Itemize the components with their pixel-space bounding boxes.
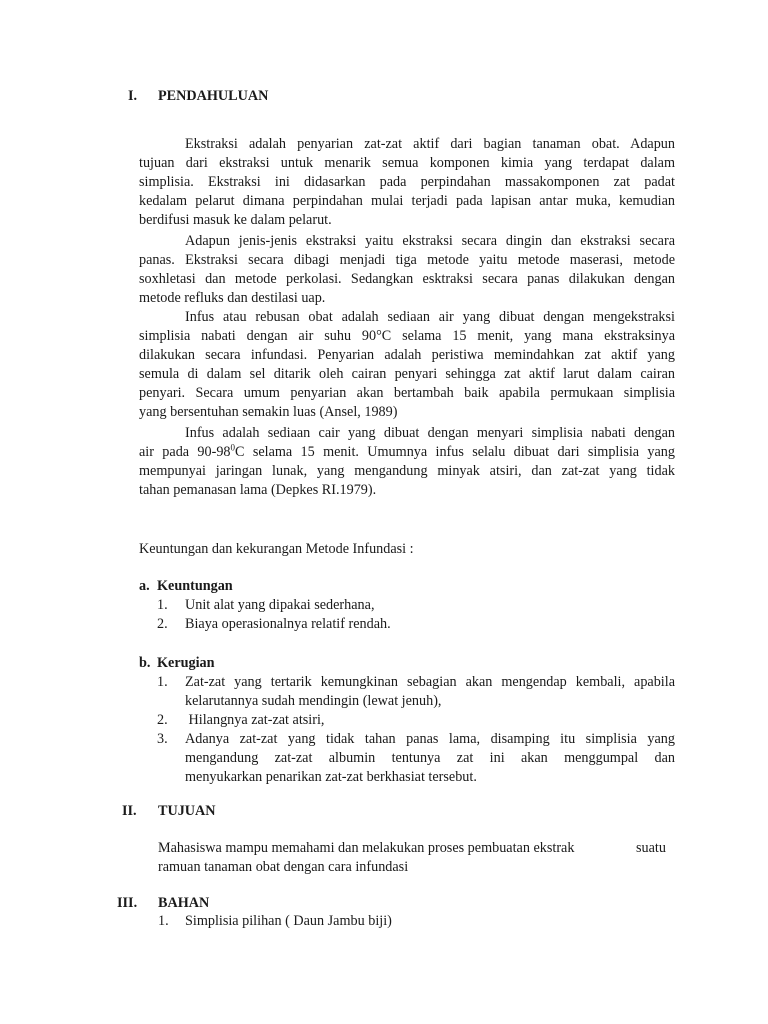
- intro-p4-line-3: mempunyai jaringan lunak, yang mengandung minyak atsiri, dan zat-zat yang tidak: [139, 463, 675, 479]
- intro-p3-line-6: yang bersentuhan semakin luas (Ansel, 1989): [139, 404, 398, 420]
- tujuan-line-2: ramuan tanaman obat dengan cara infundasi: [158, 859, 409, 875]
- bahan-item-1-text: Simplisia pilihan ( Daun Jambu biji): [185, 913, 392, 929]
- disadvantage-item-1-number: 1.: [157, 674, 168, 690]
- intro-p2-line-1: Adapun jenis-jenis ekstraksi yaitu ekstraksi secara dingin dan ekstraksi secara: [185, 233, 675, 249]
- intro-p2-line-2: panas. Ekstraksi secara dibagi menjadi tiga metode yaitu metode maserasi, metode: [139, 252, 675, 268]
- disadvantage-item-3-line-1: Adanya zat-zat yang tidak tahan panas lama, disamping itu simplisia yang: [185, 731, 675, 747]
- disadvantage-item-2-number: 2.: [157, 712, 168, 728]
- intro-p4-line-4: tahan pemanasan lama (Depkes RI.1979).: [139, 482, 377, 498]
- tujuan-line-1: Mahasiswa mampu memahami dan melakukan proses pembuatan ekstrak: [158, 840, 575, 856]
- disadvantages-marker: b.: [139, 655, 151, 671]
- intro-p2-line-3: soxhletasi dan metode perkolasi. Sedangkan esktraksi secara panas dilakukan dengan: [139, 271, 675, 287]
- advantage-item-2-text: Biaya operasionalnya relatif rendah.: [185, 616, 391, 632]
- advantage-item-1-text: Unit alat yang dipakai sederhana,: [185, 597, 375, 613]
- intro-p3-line-2: simplisia nabati dengan air suhu 90°C selama 15 menit, yang mana ekstraksinya: [139, 328, 675, 344]
- degree-superscript: 0: [230, 442, 236, 453]
- disadvantage-item-3-number: 3.: [157, 731, 168, 747]
- intro-p4-line-2: [139, 443, 675, 462]
- intro-p3-line-5: penyari. Secara umum penyarian akan bertambah baik apabila permukaan simplisia: [139, 385, 675, 401]
- intro-p3-line-1: Infus atau rebusan obat adalah sediaan air yang dibuat dengan mengekstraksi: [185, 309, 675, 325]
- disadvantages-title: Kerugian: [157, 655, 215, 671]
- section-1-number: I.: [128, 88, 138, 104]
- intro-p3-line-3: dilakukan secara infundasi. Penyarian adalah peristiwa memindahkan zat aktif yang: [139, 347, 675, 363]
- advantage-item-1-number: 1.: [157, 597, 168, 613]
- tujuan-line-1-end: suatu: [636, 840, 666, 856]
- intro-p4-line-2-start: air pada 90-98: [139, 444, 231, 460]
- disadvantage-item-3-line-3: menyukarkan penarikan zat-zat berkhasiat tersebut.: [185, 769, 477, 785]
- disadvantage-item-2-text: Hilangnya zat-zat atsiri,: [185, 712, 325, 728]
- intro-p3-line-4: semula di dalam sel ditarik oleh cairan penyari sehingga zat aktif larut dalam cairan: [139, 366, 675, 382]
- intro-p1-line-1: Ekstraksi adalah penyarian zat-zat aktif dari bagian tanaman obat. Adapun: [185, 136, 675, 152]
- intro-p4-line-1: Infus adalah sediaan cair yang dibuat dengan menyari simplisia nabati dengan: [185, 425, 675, 441]
- methods-heading: Keuntungan dan kekurangan Metode Infundasi :: [139, 541, 414, 557]
- disadvantage-item-3-line-2: mengandung zat-zat albumin tentunya zat ini akan menggumpal dan: [185, 750, 675, 766]
- disadvantage-item-1-line-1: Zat-zat yang tertarik kemungkinan sebagian akan mengendap kembali, apabila: [185, 674, 675, 690]
- intro-p2-line-4: metode refluks dan destilasi uap.: [139, 290, 326, 306]
- section-2-number: II.: [122, 803, 137, 819]
- section-3-title: BAHAN: [158, 895, 210, 911]
- intro-p1-line-4: kedalam pelarut dimana perpindahan mulai terjadi pada lapisan antar muka, kemudian: [139, 193, 675, 209]
- disadvantage-item-1-line-2: kelarutannya sudah mendingin (lewat jenuh),: [185, 693, 442, 709]
- advantages-title: Keuntungan: [157, 578, 233, 594]
- intro-p1-line-3: simplisia. Ekstraksi ini didasarkan pada perpindahan massakomponen zat padat: [139, 174, 675, 190]
- intro-p4-line-2-end: C selama 15 menit. Umumnya infus selalu dibuat dari simplisia yang: [235, 444, 675, 460]
- intro-p1-line-5: berdifusi masuk ke dalam pelarut.: [139, 212, 332, 228]
- bahan-item-1-number: 1.: [158, 913, 169, 929]
- intro-p1-line-2: tujuan dari ekstraksi untuk menarik semua komponen kimia yang terdapat dalam: [139, 155, 675, 171]
- advantages-marker: a.: [139, 578, 150, 594]
- section-3-number: III.: [117, 895, 138, 911]
- section-1-title: PENDAHULUAN: [158, 88, 269, 104]
- section-2-title: TUJUAN: [158, 803, 216, 819]
- advantage-item-2-number: 2.: [157, 616, 168, 632]
